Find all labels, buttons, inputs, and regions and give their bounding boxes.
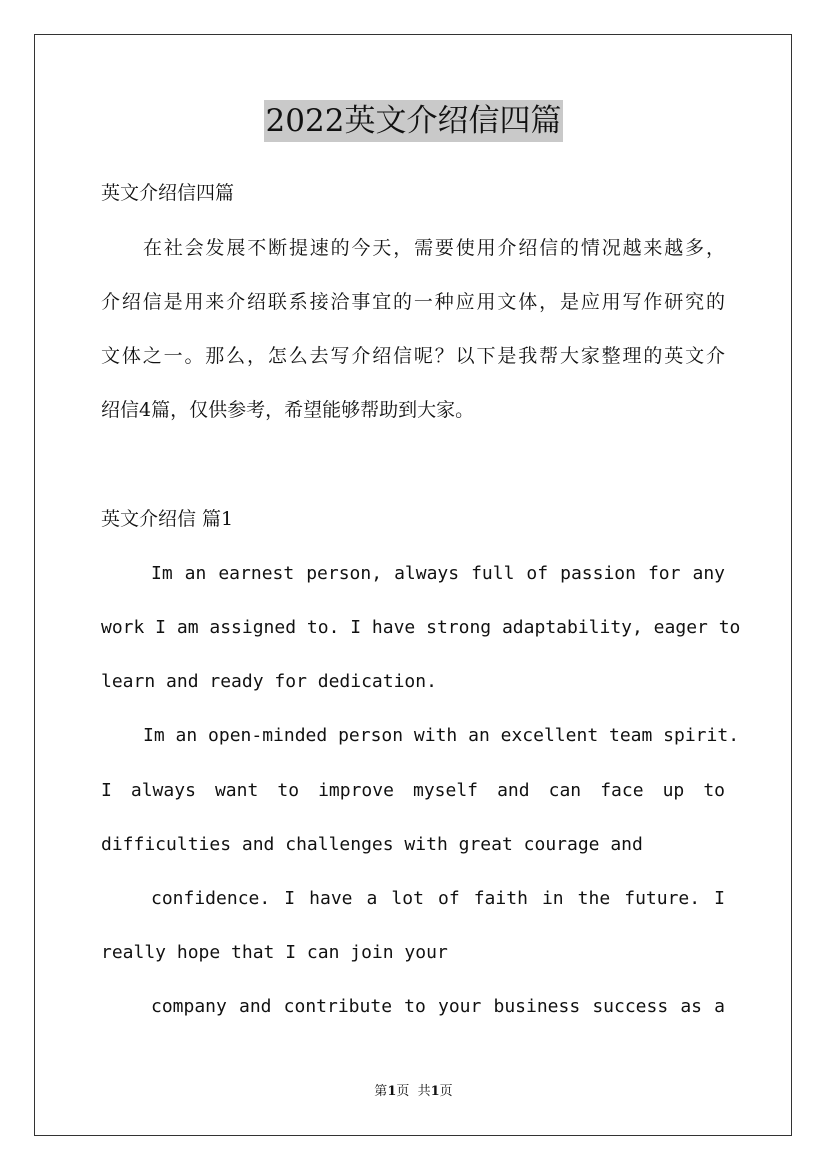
body-line-5: I always want to improve myself and can face up to	[101, 780, 725, 801]
intro-line-4: 绍信4篇，仅供参考，希望能够帮助到大家。	[101, 399, 475, 421]
intro-line-1: 在社会发展不断提速的今天，需要使用介绍信的情况越来越多，	[143, 237, 725, 259]
intro-line-2: 介绍信是用来介绍联系接洽事宜的一种应用文体，是应用写作研究的	[101, 291, 725, 313]
footer-mid: 页 共	[396, 1084, 431, 1099]
document-title: 2022英文介绍信四篇	[264, 100, 564, 142]
page-footer	[0, 1083, 827, 1101]
intro-line-3: 文体之一。那么，怎么去写介绍信呢？以下是我帮大家整理的英文介	[101, 345, 725, 367]
footer-suffix: 页	[439, 1084, 453, 1099]
body-line-6: difficulties and challenges with great courage and	[101, 834, 643, 855]
footer-page-total: 1	[430, 1084, 440, 1099]
body-line-3: learn and ready for dedication.	[101, 671, 437, 692]
body-line-8: really hope that I can join your	[101, 942, 448, 963]
body-line-1: Im an earnest person, always full of passion for any	[151, 563, 725, 584]
body-line-9: company and contribute to your business success as a	[151, 996, 725, 1017]
footer-prefix: 第	[374, 1084, 388, 1099]
body-line-4: Im an open-minded person with an excellent team spirit.	[143, 725, 740, 746]
subtitle: 英文介绍信四篇	[101, 182, 235, 204]
body-line-7: confidence. I have a lot of faith in the future. I	[151, 888, 725, 909]
title-wrap	[0, 100, 827, 142]
body-line-2: work I am assigned to. I have strong adaptability, eager to	[101, 617, 741, 638]
footer-page-current: 1	[387, 1084, 397, 1099]
section-heading: 英文介绍信 篇1	[101, 508, 234, 530]
